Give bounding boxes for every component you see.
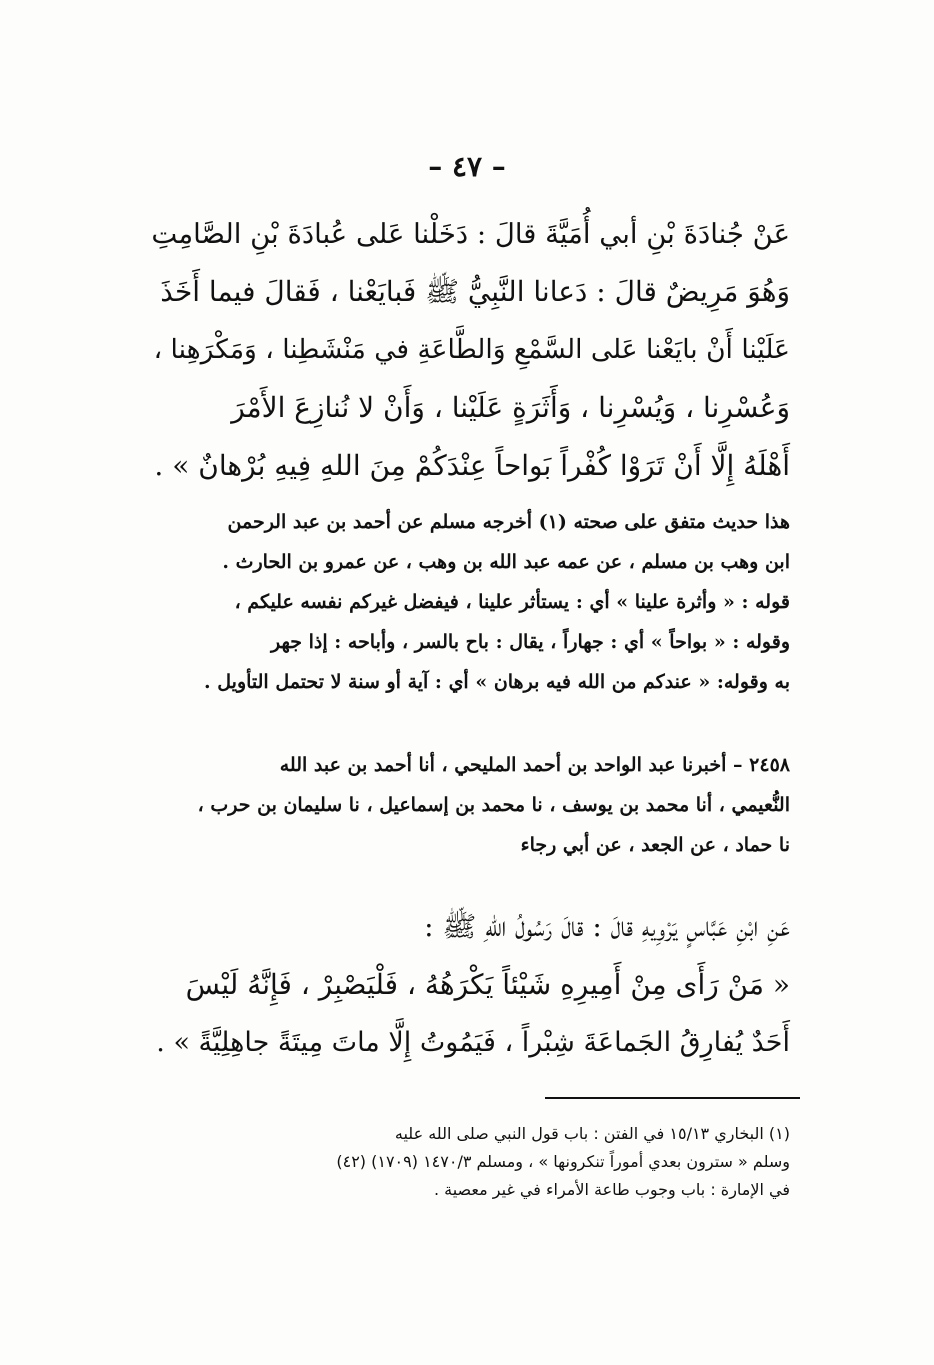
hadith-text-2 (150, 898, 790, 1072)
commentary-line: ابن وهب بن مسلم ، عن عمه عبد الله بن وهب ، عن عمرو بن الحارث . (222, 551, 790, 573)
hadith-1-line: عَنْ جُنادَةَ بْنِ أبي أُمَيَّةَ قالَ : دَخَلْنا عَلى عُبادَةَ بْنِ الصَّامِتِ (151, 218, 790, 250)
commentary-line: قوله : « وأثرة علينا » أي : يستأثر علينا ، فيفضل غيركم نفسه عليكم ، (234, 591, 790, 613)
commentary-paragraph (150, 502, 790, 702)
footnotes (150, 1120, 790, 1204)
hadith-1-line: عَلَيْنا أَنْ بايَعْنا عَلى السَّمْعِ وَالطَّاعَةِ في مَنْشَطِنا ، وَمَكْرَهِنا ، (153, 334, 790, 365)
isnad-line: ٢٤٥٨ – أخبرنا عبد الواحد بن أحمد المليحي ، أنا أحمد بن عبد الله (279, 754, 790, 776)
commentary-line: هذا حديث متفق على صحته (١) أخرجه مسلم عن أحمد بن عبد الرحمن (227, 511, 790, 533)
isnad-2458 (150, 745, 790, 865)
footnote-line: (١) البخاري ١٥/١٣ في الفتن : باب قول النبي صلى الله عليه (394, 1124, 790, 1143)
hadith-2-line: عَنِ ابْنِ عَبَّاسٍ يَرْوِيهِ قالَ : قالَ رَسُولُ اللهِ ﷺ : (424, 910, 790, 943)
hadith-2-line: « مَنْ رَأَى مِنْ أَمِيرِهِ شَيْئاً يَكْرَهُهُ ، فَلْيَصْبِرْ ، فَإِنَّهُ لَيْسَ (185, 968, 790, 1001)
hadith-1-line: وَهُوَ مَرِيضٌ قالَ : دَعانا النَّبِيُّ ﷺ فَبايَعْنا ، فَقالَ فيما أَخَذَ (160, 275, 790, 308)
commentary-line: به وقوله: « عندكم من الله فيه برهان » أي : آية أو سنة لا تحتمل التأويل . (204, 671, 790, 693)
isnad-line: نا حماد ، عن الجعد ، عن أبي رجاء (520, 834, 790, 856)
footnote-divider (545, 1097, 800, 1099)
page-number: – ٤٧ – (428, 150, 506, 183)
hadith-2-line: أَحَدٌ يُفارِقُ الجَماعَةَ شِبْراً ، فَيَمُوتُ إِلَّا ماتَ مِيتَةً جاهِلِيَّةً » . (156, 1027, 790, 1058)
commentary-line: وقوله : « بواحاً » أي : جهاراً ، يقال : باح بالسر ، وأباحه : إذا جهر (271, 631, 790, 653)
isnad-line: النُّعيمي ، أنا محمد بن يوسف ، نا محمد بن إسماعيل ، نا سليمان بن حرب ، (197, 794, 790, 816)
footnote-line: في الإمارة : باب وجوب طاعة الأمراء في غير معصية . (433, 1180, 790, 1199)
hadith-1-line: وَعُسْرِنا ، وَيُسْرِنا ، وَأَثَرَةٍ عَلَيْنا ، وَأَنْ لا نُنازِعَ الأَمْرَ (231, 391, 790, 424)
hadith-text-1 (150, 205, 790, 495)
hadith-1-line: أَهْلَهُ إِلَّا أَنْ تَرَوْا كُفْراً بَواحاً عِنْدَكُمْ مِنَ اللهِ فِيهِ بُرْهانٌ » . (154, 449, 790, 482)
footnote-line: وسلم « سترون بعدي أموراً تنكرونها » ، ومسلم ١٤٧٠/٣ (١٧٠٩) (٤٢) (336, 1152, 790, 1171)
